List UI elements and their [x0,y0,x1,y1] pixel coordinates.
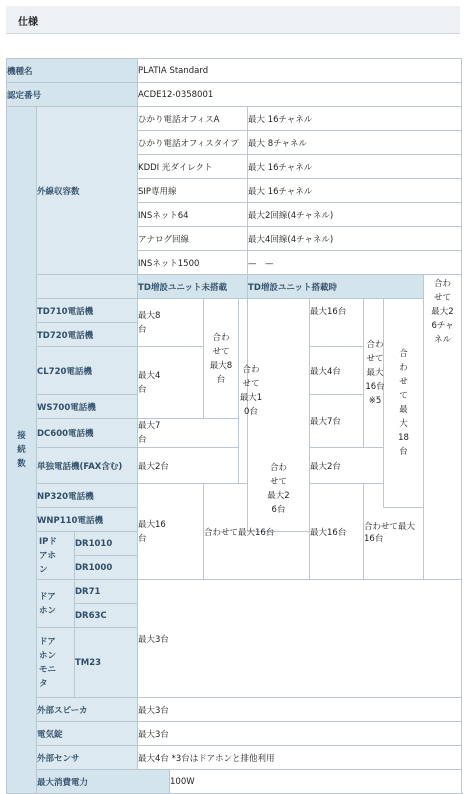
phone-td720-label: TD720電話機 [37,323,138,347]
td-without-header: TD増設ユニット未搭載 [138,275,248,299]
with-cl-max: 最大4台 [310,347,364,395]
lock-label: 電気錠 [37,722,138,746]
cert-label: 認定番号 [7,83,138,107]
with-single-max: 最大2台 [310,448,384,484]
phone-td710-label: TD710電話機 [37,299,138,323]
with-ip-max: 最大16台 [310,484,364,580]
line-name: SIP専用線 [138,179,248,203]
phone-single-label: 単独電話機(FAX含む) [37,448,138,484]
line-name: ひかり電話オフィスタイプ [138,131,248,155]
line-value: 最大4回線(4チャネル) [248,227,462,251]
without-single-max: 最大2台 [138,448,239,484]
phone-cl720-label: CL720電話機 [37,347,138,395]
door-dr1000-label: DR1000 [75,556,138,580]
line-name: INSネット64 [138,203,248,227]
phone-ws700-label: WS700電話機 [37,395,138,419]
phone-dc600-label: DC600電話機 [37,419,138,448]
line-value: 最大 16チャネル [248,155,462,179]
with-td-max: 最大16台 [310,299,364,347]
line-value: — — [248,251,462,275]
with-total-16: 合わせて最大16台※5 [364,299,384,448]
with-ip-total: 合わせて最大16台 [364,484,424,580]
sensor-label: 外部センサ [37,746,138,770]
phone-np320-label: NP320電話機 [37,484,138,508]
model-label: 機種名 [7,59,138,83]
with-ws-max: 最大7台 [310,395,364,448]
spec-table [6,58,462,794]
with-total-18: 合わせて最大18台 [384,299,424,508]
lock-value: 最大3台 [138,722,462,746]
outside-lines-label: 外線収容数 [37,107,138,275]
line-value: 最大 16チャネル [248,179,462,203]
cert-value: ACDE12-0358001 [138,83,462,107]
without-ip-max: 最大16台 [138,484,204,580]
door-dr1010-label: DR1010 [75,532,138,556]
line-value: 最大2回線(4チャネル) [248,203,462,227]
door-dr71-label: DR71 [75,580,138,604]
power-label: 最大消費電力 [37,770,170,794]
total-26-channels: 合わせて最大26チャネル [424,275,462,580]
phone-wnp110-label: WNP110電話機 [37,508,138,532]
section-header [6,6,460,34]
speaker-value: 最大3台 [138,698,462,722]
line-value: 最大 8チャネル [248,131,462,155]
door-dr63c-label: DR63C [75,604,138,628]
without-cl-max: 最大4台 [138,347,204,419]
line-name: INSネット1500 [138,251,248,275]
monitor-tm23-label: TM23 [75,628,138,698]
line-value: 最大 16チャネル [248,107,462,131]
ip-door-label: IPドアホン [37,532,75,580]
sensor-value: 最大4台 *3台はドアホンと排他利用 [138,746,462,770]
without-total-10: 合わせて最大10台 [239,299,248,484]
without-ip-total: 合わせて最大16台 [204,484,310,580]
door-label: ドアホン [37,580,75,628]
line-name: ひかり電話オフィスA [138,107,248,131]
without-td-cl-total: 合わせて最大8台 [204,299,239,419]
line-name: KDDI 光ダイレクト [138,155,248,179]
speaker-label: 外部スピーカ [37,698,138,722]
without-td-max: 最大8台 [138,299,204,347]
without-total-26: 合わせて最大26台 [248,299,310,532]
section-title: 仕様 [18,17,38,28]
power-value: 100W [170,770,462,794]
model-value: PLATIA Standard [138,59,462,83]
without-ws-max: 最大7台 [138,419,239,448]
door-monitor-label: ドアホンモニタ [37,628,75,698]
connect-count-label: 接続数 [7,107,37,794]
line-name: アナログ回線 [138,227,248,251]
door-max-value: 最大3台 [138,580,462,698]
td-with-header: TD増設ユニット搭載時 [248,275,424,299]
td-header-blank [37,275,138,299]
